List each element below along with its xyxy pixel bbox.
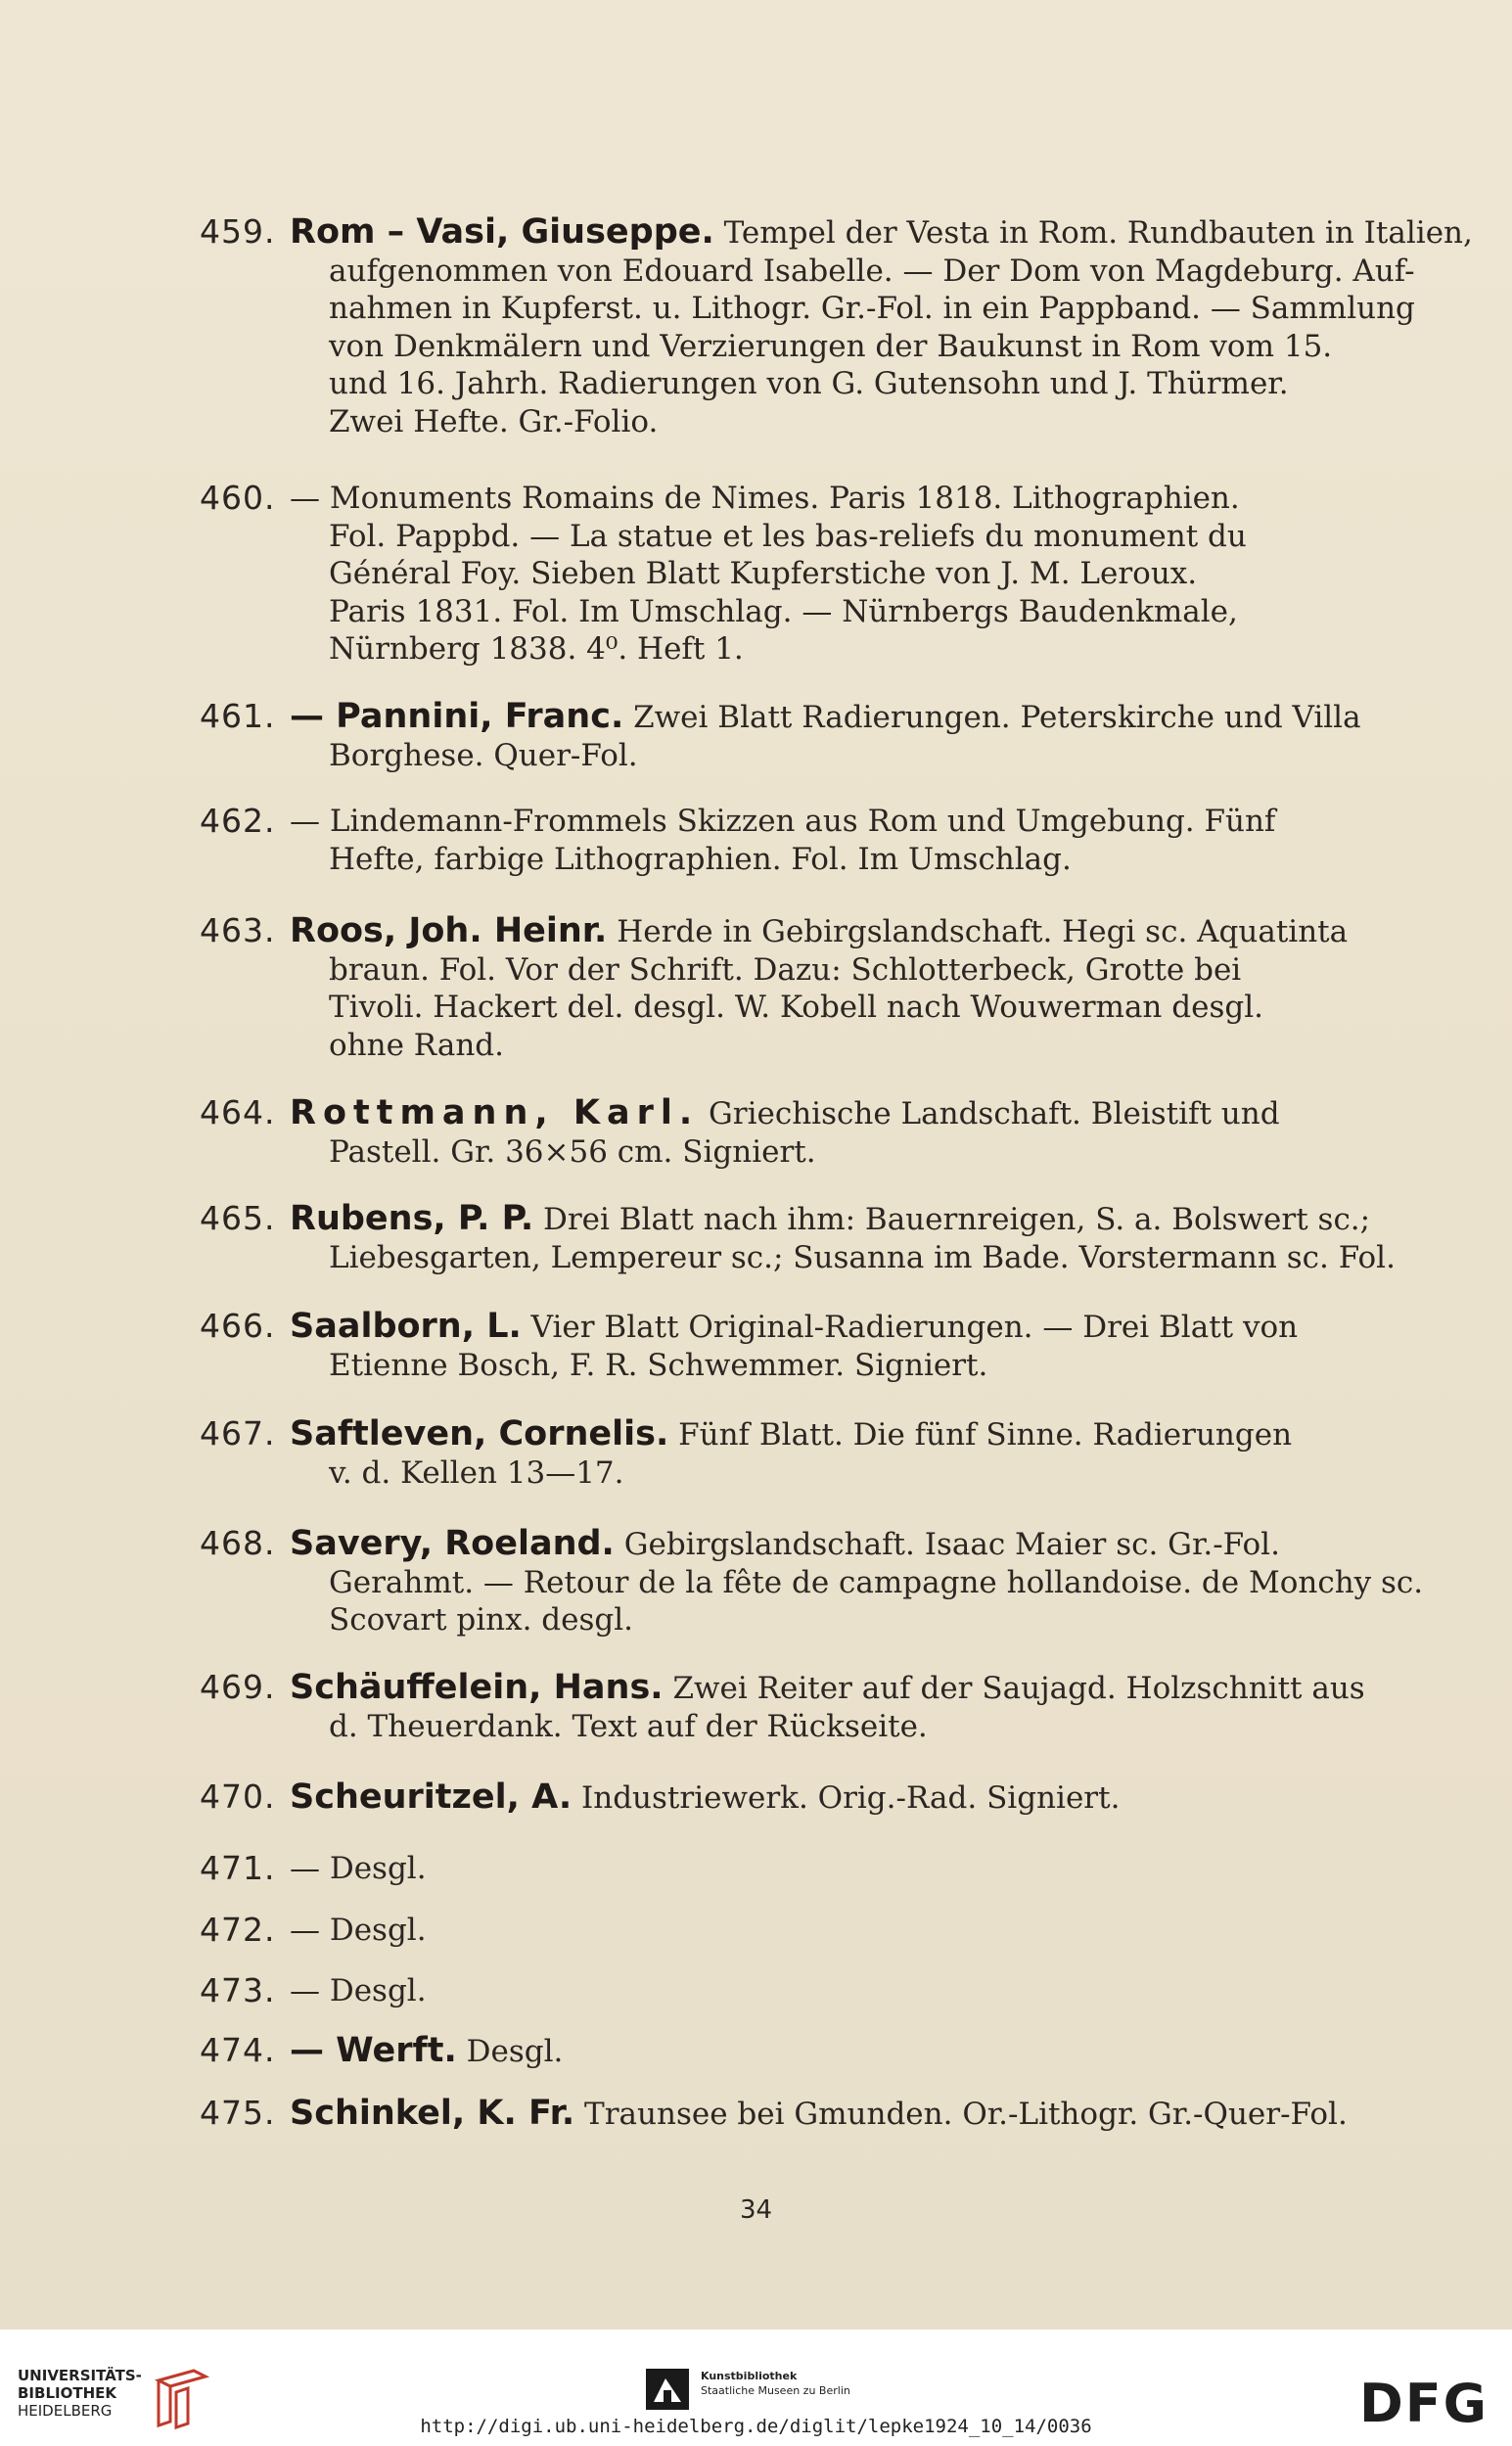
footer-bar [0,2330,1512,2446]
entry-line-text: Zwei Hefte. Gr.-Folio. [329,403,659,439]
artist-name: Schäuffelein, Hans. [290,1668,664,1707]
entry-line-text: Desgl. [466,2034,564,2069]
entry-line-text: ohne Rand. [329,1027,504,1063]
ub-line2: BIBLIOTHEK [18,2384,116,2402]
entry-line [290,841,1378,879]
entry-line [290,989,1378,1027]
entry-line-text: Tivoli. Hackert del. desgl. W. Kobell nach Wouwerman desgl. [329,990,1263,1025]
entry-line-text: — Desgl. [290,1973,427,2008]
artist-name: — Werft. [290,2031,457,2070]
entry-number: 470. [200,1777,276,1816]
artist-name: Saftleven, Cornelis. [290,1414,669,1454]
entry-line-text: von Denkmälern und Verzierungen der Baukunst in Rom vom 15. [329,328,1333,364]
entry-line [290,593,1378,631]
entry-number: 471. [200,1849,276,1887]
entry-line [290,803,1378,841]
entry-line-text: Tempel der Vesta in Rom. Rundbauten in Italien, [723,215,1473,251]
entry-line-text: d. Theuerdank. Text auf der Rückseite. [329,1708,928,1744]
entry-line-text: nahmen in Kupferst. u. Lithogr. Gr.-Fol. in ein Pappband. — Sammlung [329,291,1415,326]
entry-line [290,480,1378,518]
entry-number: 464. [200,1093,276,1131]
entry-line-text: Paris 1831. Fol. Im Umschlag. — Nürnbergs Baudenkmale, [329,593,1238,629]
entry-number: 475. [200,2094,276,2132]
entry-line [290,1454,1378,1493]
ub-line1: UNIVERSITÄTS- [18,2367,142,2384]
entry-line [290,951,1378,990]
entry-number: 472. [200,1911,276,1949]
entry-line [290,1850,1378,1888]
entry-line-text: Industriewerk. Orig.-Rad. Signiert. [581,1780,1121,1816]
entry-line-text: — Monuments Romains de Nimes. Paris 1818. Lithographien. [290,481,1240,516]
entry-line [290,555,1378,593]
entry-line [290,1200,1378,1239]
entry-line [290,253,1415,291]
artist-name: Savery, Roeland. [290,1524,615,1563]
entry-text [290,1415,1378,1492]
kunstbibliothek-emblem-icon [646,2369,689,2410]
entry-number: 466. [200,1307,276,1345]
entry-line [290,1094,1378,1133]
artist-name: Scheuritzel, A. [290,1777,573,1817]
entry-text [290,1199,1396,1276]
entry-line [290,2032,1378,2071]
kunstbibliothek-wordmark [701,2369,850,2398]
artist-name: Schinkel, K. Fr. [290,2094,575,2133]
kunstbibliothek-logo[interactable] [646,2363,920,2412]
entry-line [290,1308,1378,1347]
entry-line-text: Etienne Bosch, F. R. Schwemmer. Signiert. [329,1347,988,1383]
entry-number: 469. [200,1668,276,1706]
entry-line [290,365,1378,403]
entry-line-text: Nürnberg 1838. 4⁰. Heft 1. [329,631,744,667]
entry-line-text: Fünf Blatt. Die fünf Sinne. Radierungen [678,1417,1293,1453]
entry-line-text: Drei Blatt nach ihm: Bauernreigen, S. a. Bolswert sc.; [542,1202,1371,1237]
entry-text [290,912,1378,1064]
entry-text [290,1778,1378,1818]
entry-text [290,1524,1424,1639]
entry-line-text: Fol. Pappbd. — La statue et les bas-reliefs du monument du [329,518,1247,554]
entry-line [290,403,1378,441]
entry-line-text: Zwei Reiter auf der Saujagd. Holzschnitt aus [672,1671,1365,1706]
entry-line-text: Griechische Landschaft. Bleistift und [709,1096,1280,1131]
entry-number: 465. [200,1199,276,1237]
entry-line-text: — Desgl. [290,1913,427,1948]
entry-number: 468. [200,1524,276,1562]
ub-line3: HEIDELBERG [18,2402,113,2420]
entry-number: 474. [200,2031,276,2069]
entry-text [290,2032,1378,2071]
artist-name: Rom – Vasi, Giuseppe. [290,212,714,252]
artist-name: Rubens, P. P. [290,1199,534,1238]
entry-line-text: Hefte, farbige Lithographien. Fol. Im Umschlag. [329,841,1072,877]
entry-line-text: Gerahmt. — Retour de la fête de campagne hollandoise. de Monchy sc. [329,1564,1424,1600]
entry-line-text: Gebirgslandschaft. Isaac Maier sc. Gr.-Fol. [623,1527,1280,1562]
entry-line [290,1601,1378,1639]
entry-line [290,328,1378,366]
kb-title: Kunstbibliothek [701,2370,798,2382]
entry-text [290,1669,1378,1745]
entry-line-text: und 16. Jahrh. Radierungen von G. Gutensohn und J. Thürmer. [329,366,1289,401]
entry-line [290,1708,1378,1746]
entry-text [290,1972,1378,2010]
entry-text [290,212,1473,440]
entry-line-text: Liebesgarten, Lempereur sc.; Susanna im Bade. Vorstermann sc. Fol. [329,1239,1396,1275]
entry-number: 463. [200,911,276,949]
entry-number: 462. [200,802,276,840]
entry-number: 467. [200,1414,276,1453]
entry-text [290,2095,1378,2134]
entry-line-text: Général Foy. Sieben Blatt Kupferstiche von J. M. Leroux. [329,556,1198,591]
entry-number: 459. [200,212,276,251]
entry-text [290,803,1378,878]
kb-subtitle: Staatliche Museen zu Berlin [701,2384,850,2397]
entry-line-text: Pastell. Gr. 36×56 cm. Signiert. [329,1133,816,1170]
artist-name: Roos, Joh. Heinr. [290,911,608,950]
entry-number: 460. [200,479,276,517]
entry-line [290,1669,1378,1708]
ub-heidelberg-wordmark [18,2367,142,2420]
artist-name: — Pannini, Franc. [290,697,624,736]
entry-text [290,698,1378,774]
entry-line [290,1027,1378,1065]
entry-text [290,480,1378,669]
artist-name: Rottmann, Karl. [290,1093,700,1132]
entry-line [290,1133,1378,1172]
entry-text [290,1850,1378,1888]
entry-line-text: aufgenommen von Edouard Isabelle. — Der Dom von Magdeburg. Auf- [329,253,1415,289]
entry-line [290,630,1378,669]
entry-line [290,1239,1396,1277]
entry-number: 461. [200,697,276,735]
entry-line [290,1912,1378,1950]
entry-line-text: Traunsee bei Gmunden. Or.-Lithogr. Gr.-Quer-Fol. [584,2097,1348,2132]
entry-line-text: Scovart pinx. desgl. [329,1602,634,1638]
entry-line [290,290,1415,328]
entry-line [290,1564,1424,1602]
entry-line-text: Vier Blatt Original-Radierungen. — Drei Blatt von [530,1310,1299,1345]
entry-line [290,1525,1378,1564]
entry-number: 473. [200,1971,276,2009]
entry-line [290,212,1473,253]
entry-text [290,1094,1378,1171]
entry-line-text: — Desgl. [290,1851,427,1886]
entry-line-text: braun. Fol. Vor der Schrift. Dazu: Schlotterbeck, Grotte bei [329,951,1242,988]
entry-line [290,912,1378,951]
entry-line [290,518,1378,556]
permalink-url[interactable]: http://digi.ub.uni-heidelberg.de/diglit/lepke1924_10_14/0036 [420,2416,1092,2437]
entry-line-text: — Lindemann-Frommels Skizzen aus Rom und Umgebung. Fünf [290,804,1276,839]
entry-line-text: v. d. Kellen 13—17. [329,1454,624,1491]
dfg-logo[interactable]: DFG [1358,2373,1489,2434]
entry-line [290,1415,1378,1454]
entry-line-text: Zwei Blatt Radierungen. Peterskirche und Villa [633,700,1361,735]
entry-line [290,1972,1378,2010]
page-number: 34 [739,2195,773,2225]
entry-line [290,2095,1378,2134]
entry-text [290,1308,1378,1384]
entry-line [290,1347,1378,1385]
entry-line-text: Borghese. Quer-Fol. [329,737,638,773]
entry-line [290,698,1378,737]
entry-line [290,1778,1378,1818]
entry-line [290,737,1378,775]
artist-name: Saalborn, L. [290,1307,522,1346]
entry-line-text: Herde in Gebirgslandschaft. Hegi sc. Aquatinta [617,914,1349,949]
entry-text [290,1912,1378,1950]
